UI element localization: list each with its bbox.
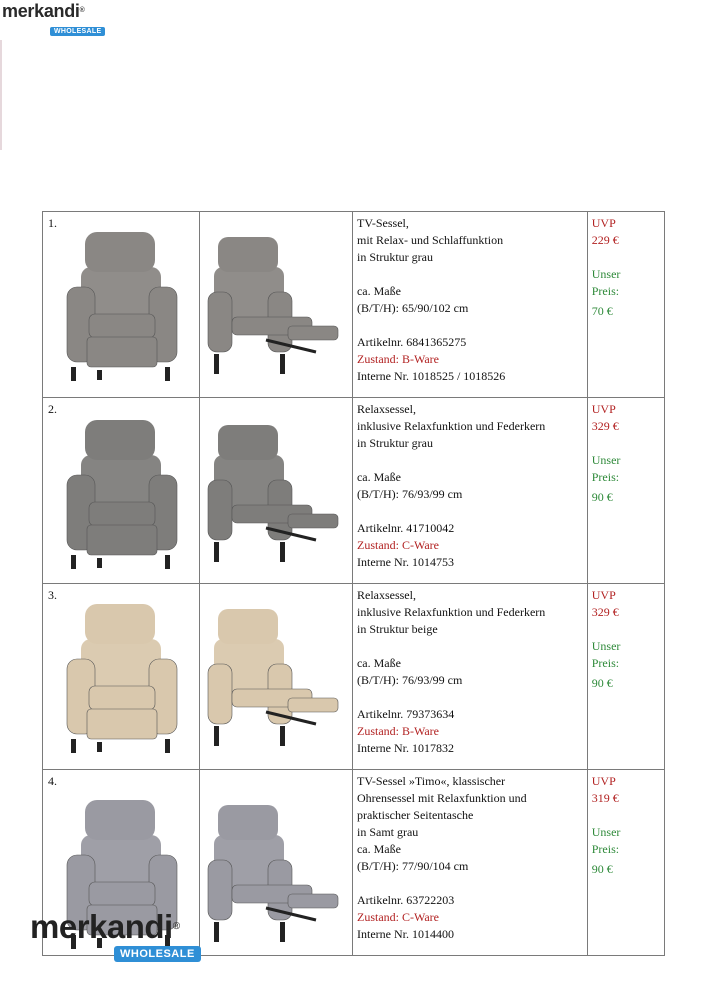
- dims-label: ca. Maße: [356, 656, 401, 670]
- product-title-line: in Struktur grau: [356, 436, 433, 450]
- brand-badge: WHOLESALE: [50, 27, 105, 36]
- product-description-cell: [352, 584, 587, 770]
- product-number: 1.: [48, 216, 57, 230]
- our-price-label: Unser: [591, 639, 621, 653]
- product-title-line: Relaxsessel,: [356, 402, 416, 416]
- product-number: 4.: [48, 774, 57, 788]
- brand-name: merkandi: [2, 1, 80, 21]
- dims-label: ca. Maße: [356, 284, 401, 298]
- our-price-label: Unser: [591, 267, 621, 281]
- product-photo-front: [57, 222, 187, 392]
- product-photo-front: [57, 594, 187, 764]
- our-price-label-2: Preis:: [591, 656, 620, 670]
- uvp-value: 329 €: [591, 605, 619, 619]
- condition-label: Zustand: C-Ware: [356, 910, 439, 924]
- product-price-cell: [587, 398, 664, 584]
- uvp-label: UVP: [591, 588, 616, 602]
- product-price-cell: [587, 212, 664, 398]
- our-price-label-2: Preis:: [591, 284, 620, 298]
- our-price-value: 70 €: [591, 304, 613, 318]
- product-photo-reclined: [206, 594, 341, 764]
- our-price-value: 90 €: [591, 676, 613, 690]
- product-photo-front: [57, 410, 187, 580]
- article-number: Artikelnr. 41710042: [356, 521, 455, 535]
- product-title-line: inklusive Relaxfunktion und Federkern: [356, 419, 546, 433]
- brand-name-large: merkandi: [30, 908, 173, 945]
- brand-reg: ®: [79, 7, 85, 14]
- product-title-line: Relaxsessel,: [356, 588, 416, 602]
- internal-number: Interne Nr. 1014400: [356, 927, 454, 941]
- product-image-cell: [43, 584, 200, 770]
- our-price-label: Unser: [591, 453, 621, 467]
- article-number: Artikelnr. 63722203: [356, 893, 455, 907]
- uvp-label: UVP: [591, 402, 616, 416]
- condition-label: Zustand: B-Ware: [356, 724, 439, 738]
- article-number: Artikelnr. 79373634: [356, 707, 455, 721]
- brand-badge-large: WHOLESALE: [114, 946, 201, 962]
- product-image-cell-alt: [199, 584, 352, 770]
- product-title-line: in Samt grau: [356, 825, 419, 839]
- brand-logo-top: [2, 2, 112, 38]
- dims-value: (B/T/H): 77/90/104 cm: [356, 859, 469, 873]
- product-image-cell: [43, 212, 200, 398]
- condition-label: Zustand: C-Ware: [356, 538, 439, 552]
- internal-number: Interne Nr. 1017832: [356, 741, 454, 755]
- product-row: [43, 584, 665, 770]
- product-table: [42, 211, 665, 956]
- product-number: 3.: [48, 588, 57, 602]
- condition-label: Zustand: B-Ware: [356, 352, 439, 366]
- uvp-value: 319 €: [591, 791, 619, 805]
- product-description-cell: [352, 770, 587, 956]
- product-title-line: in Struktur beige: [356, 622, 438, 636]
- product-title-line: TV-Sessel »Timo«, klassischer: [356, 774, 506, 788]
- dims-value: (B/T/H): 65/90/102 cm: [356, 301, 469, 315]
- our-price-value: 90 €: [591, 862, 613, 876]
- product-photo-reclined: [206, 410, 341, 580]
- dims-label: ca. Maße: [356, 470, 401, 484]
- product-image-cell-alt: [199, 212, 352, 398]
- product-image-cell-alt: [199, 398, 352, 584]
- brand-logo-bottom: [30, 910, 230, 962]
- product-description-cell: [352, 212, 587, 398]
- product-number: 2.: [48, 402, 57, 416]
- product-title-line: TV-Sessel,: [356, 216, 409, 230]
- our-price-label-2: Preis:: [591, 842, 620, 856]
- internal-number: Interne Nr. 1018525 / 1018526: [356, 369, 506, 383]
- product-title-line: in Struktur grau: [356, 250, 433, 264]
- uvp-value: 329 €: [591, 419, 619, 433]
- product-title-line: praktischer Seitentasche: [356, 808, 474, 822]
- uvp-label: UVP: [591, 774, 616, 788]
- dims-value: (B/T/H): 76/93/99 cm: [356, 487, 463, 501]
- product-description-cell: [352, 398, 587, 584]
- uvp-value: 229 €: [591, 233, 619, 247]
- product-title-line: mit Relax- und Schlaffunktion: [356, 233, 504, 247]
- edge-mark: [0, 40, 2, 150]
- dims-value: (B/T/H): 76/93/99 cm: [356, 673, 463, 687]
- product-title-line: Ohrensessel mit Relaxfunktion und: [356, 791, 527, 805]
- our-price-label: Unser: [591, 825, 621, 839]
- product-image-cell: [43, 398, 200, 584]
- product-price-cell: [587, 770, 664, 956]
- our-price-value: 90 €: [591, 490, 613, 504]
- product-title-line: inklusive Relaxfunktion und Federkern: [356, 605, 546, 619]
- article-number: Artikelnr. 6841365275: [356, 335, 467, 349]
- product-photo-reclined: [206, 222, 341, 392]
- dims-label: ca. Maße: [356, 842, 401, 856]
- product-row: [43, 398, 665, 584]
- brand-reg-large: ®: [172, 921, 180, 932]
- internal-number: Interne Nr. 1014753: [356, 555, 454, 569]
- product-row: [43, 212, 665, 398]
- product-price-cell: [587, 584, 664, 770]
- uvp-label: UVP: [591, 216, 616, 230]
- our-price-label-2: Preis:: [591, 470, 620, 484]
